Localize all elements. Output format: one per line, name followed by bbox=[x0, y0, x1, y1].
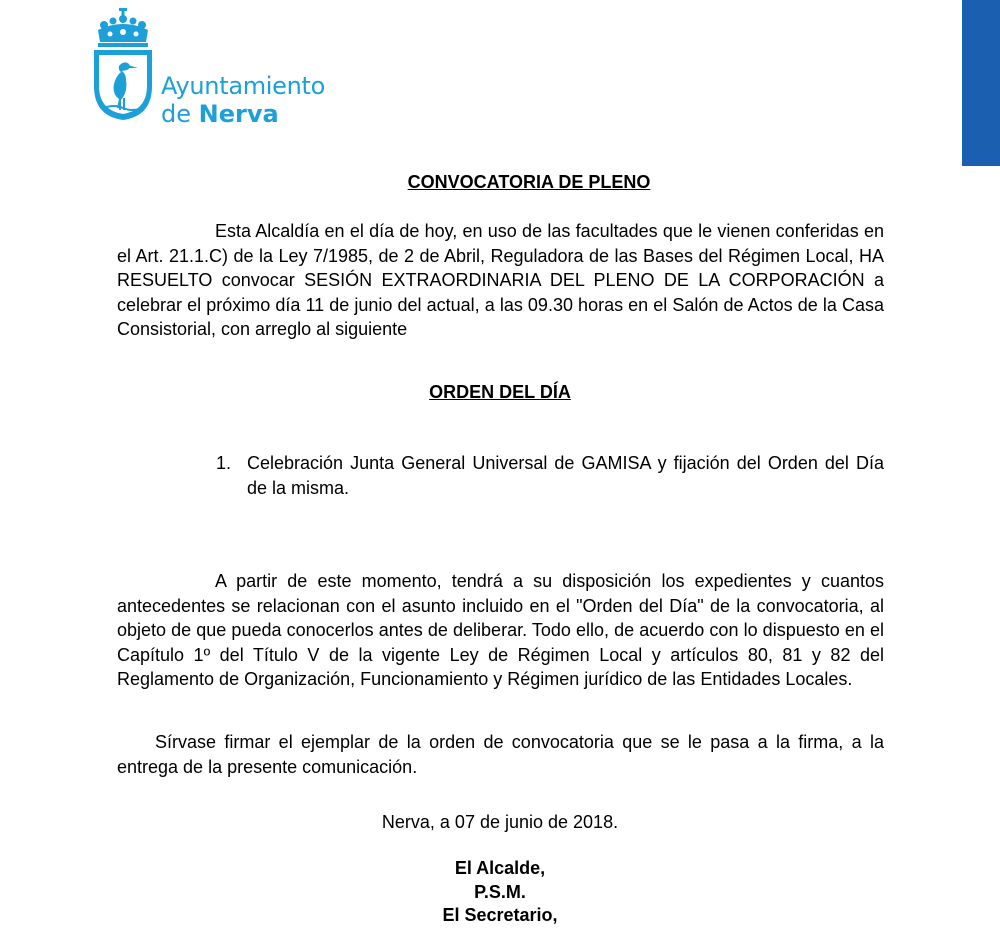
logo-text-line2 bbox=[161, 100, 325, 128]
availability-paragraph: A partir de este momento, tendrá a su disposición los expedientes y cuantos antecedentes se relacionan con el asunto incluido en el "Orden del Día" de la convocatoria, al objeto de que pueda conocerlos antes de deliberar. Todo ello, de acuerdo con lo dispuesto en el Capítulo 1º del Título V de la vigente Ley de Régimen Local y artículos 80, 81 y 82 del Reglamento de Organización, Funcionamiento y Régimen jurídico de las Entidades Locales. bbox=[117, 571, 884, 689]
signature-mayor: El Alcalde, bbox=[454, 858, 546, 878]
place-date: Nerva, a 07 de junio de 2018. bbox=[381, 812, 619, 832]
signature-secretary: El Secretario, bbox=[442, 905, 558, 925]
logo-text-prefix: de bbox=[161, 100, 199, 128]
logo-wordmark bbox=[161, 72, 325, 128]
agenda-item-number: 1. bbox=[216, 453, 232, 473]
document-title: CONVOCATORIA DE PLENO bbox=[407, 172, 651, 192]
agenda-item-text: Celebración Junta General Universal de GAMISA y fijación del Orden del Día de la misma. bbox=[247, 453, 884, 498]
side-accent-bar bbox=[962, 0, 1000, 166]
signature-request-paragraph: Sírvase firmar el ejemplar de la orden de convocatoria que se le pasa a la firma, a la entrega de la presente comunicación. bbox=[117, 732, 884, 777]
signature-psm: P.S.M. bbox=[474, 882, 526, 902]
agenda-title: ORDEN DEL DÍA bbox=[429, 382, 571, 402]
logo bbox=[88, 8, 348, 126]
convocation-paragraph: Esta Alcaldía en el día de hoy, en uso de las facultades que le vienen conferidas en el Art. 21.1.C) de la Ley 7/1985, de 2 de Abril, Reguladora de las Bases del Régimen Local, HA RESUELTO convocar SESIÓN EXTRAORDINARIA DEL PLENO DE LA CORPORACIÓN a celebrar el próximo día 11 de junio del actual, a las 09.30 horas en el Salón de Actos de la Casa Consistorial, con arreglo al siguiente bbox=[117, 221, 884, 339]
logo-text-line1: Ayuntamiento bbox=[161, 72, 326, 100]
coat-of-arms-icon bbox=[88, 8, 160, 126]
logo-text-town: Nerva bbox=[198, 100, 279, 128]
